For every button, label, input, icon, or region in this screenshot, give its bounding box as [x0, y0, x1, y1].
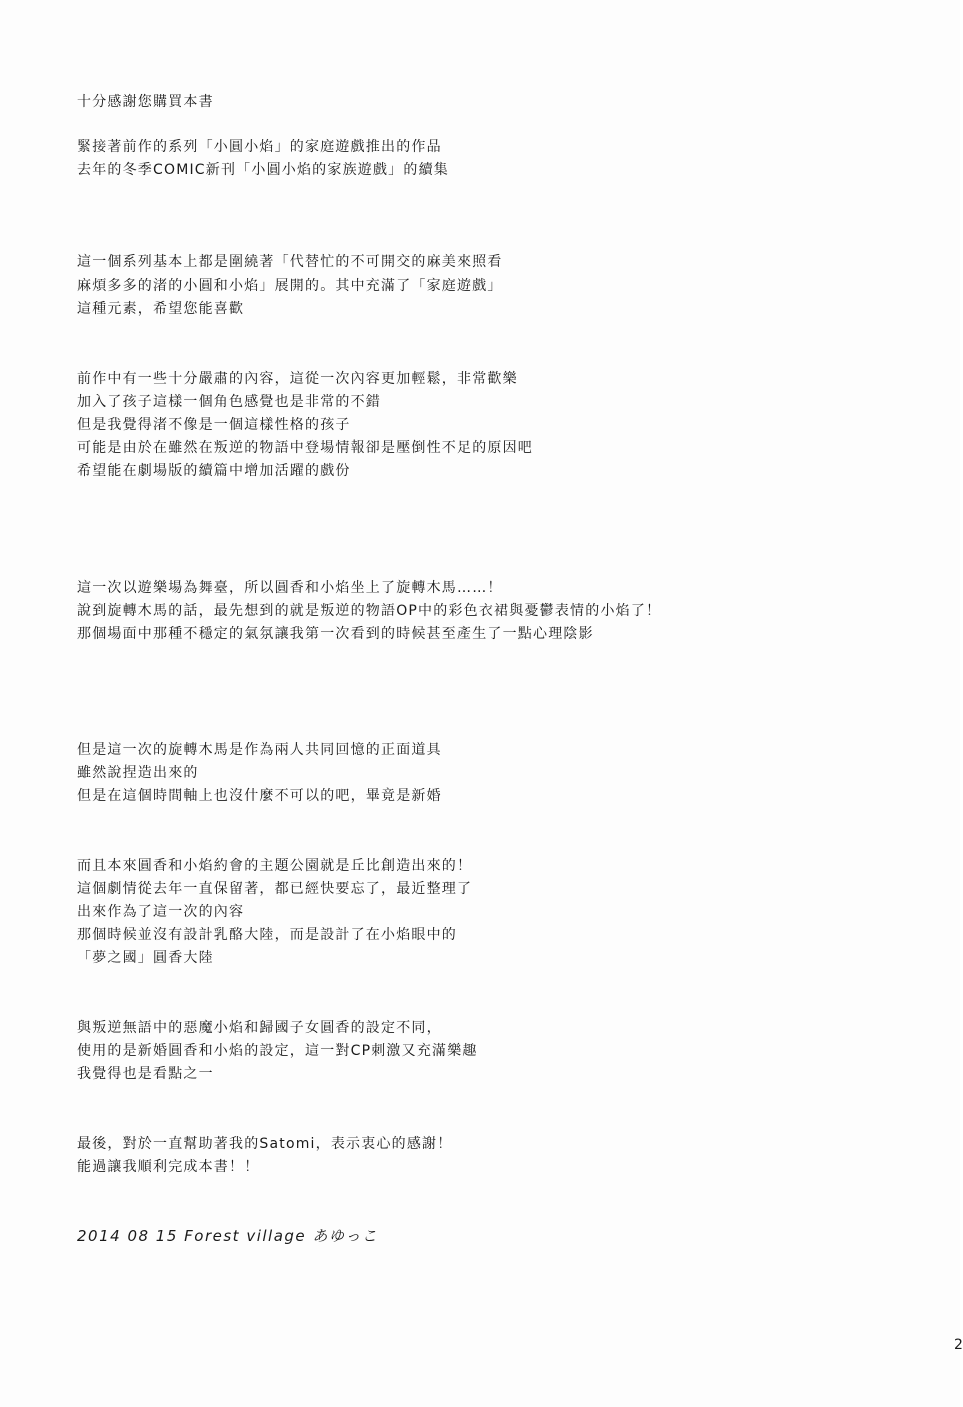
paragraph-3-line-2: 麻煩多多的渚的小圓和小焰」展開的。其中充滿了「家庭遊戲」	[77, 278, 503, 294]
paragraph-5-line-2: 說到旋轉木馬的話，最先想到的就是叛逆的物語OP中的彩色衣裙與憂鬱表情的小焰了！	[77, 603, 662, 619]
paragraph-4-line-3: 但是我覺得渚不像是一個這樣性格的孩子	[77, 417, 351, 433]
paragraph-4-line-2: 加入了孩子這樣一個角色感覺也是非常的不錯	[77, 394, 381, 410]
paragraph-5-line-3: 那個場面中那種不穩定的氣氛讓我第一次看到的時候甚至產生了一點心理陰影	[77, 626, 594, 642]
paragraph-4-line-1: 前作中有一些十分嚴肅的內容，這從一次內容更加輕鬆，非常歡樂	[77, 371, 518, 387]
paragraph-5-line-1: 這一次以遊樂場為舞臺，所以圓香和小焰坐上了旋轉木馬……！	[77, 580, 503, 596]
paragraph-9-line-2: 能過讓我順利完成本書！！	[77, 1159, 260, 1175]
paragraph-7-line-4: 那個時候並沒有設計乳酪大陸，而是設計了在小焰眼中的	[77, 927, 457, 943]
paragraph-8-line-2: 使用的是新婚圓香和小焰的設定，這一對CP刺激又充滿樂趣	[77, 1043, 478, 1059]
paragraph-4-line-4: 可能是由於在雖然在叛逆的物語中登場情報卻是壓倒性不足的原因吧	[77, 440, 533, 456]
paragraph-7-line-5: 「夢之國」圓香大陸	[77, 950, 214, 966]
paragraph-2-line-2: 去年的冬季COMIC新刊「小圓小焰的家族遊戲」的續集	[77, 162, 449, 178]
paragraph-8-line-3: 我覺得也是看點之一	[77, 1066, 214, 1082]
paragraph-4-line-5: 希望能在劇場版的續篇中增加活躍的戲份	[77, 463, 351, 479]
paragraph-6-line-2: 雖然說捏造出來的	[77, 765, 199, 781]
paragraph-3-line-1: 這一個系列基本上都是圍繞著「代替忙的不可開交的麻美來照看	[77, 254, 503, 270]
paragraph-1-line-1: 十分感謝您購買本書	[77, 94, 214, 110]
paragraph-6-line-1: 但是這一次的旋轉木馬是作為兩人共同回憶的正面道具	[77, 742, 442, 758]
signature: 2014 08 15 Forest village あゆっこ	[77, 1227, 379, 1245]
paragraph-9-line-1: 最後，對於一直幫助著我的Satomi，表示衷心的感謝！	[77, 1136, 453, 1152]
paragraph-8-line-1: 與叛逆無語中的惡魔小焰和歸國子女圓香的設定不同，	[77, 1020, 442, 1036]
paragraph-6-line-3: 但是在這個時間軸上也沒什麼不可以的吧，畢竟是新婚	[77, 788, 442, 804]
page-number: 2	[954, 1337, 963, 1353]
paragraph-2-line-1: 緊接著前作的系列「小圓小焰」的家庭遊戲推出的作品	[77, 139, 442, 155]
paragraph-3-line-3: 這種元素，希望您能喜歡	[77, 301, 245, 317]
paragraph-7-line-1: 而且本來圓香和小焰約會的主題公園就是丘比創造出來的！	[77, 858, 473, 874]
paragraph-7-line-3: 出來作為了這一次的內容	[77, 904, 245, 920]
paragraph-7-line-2: 這個劇情從去年一直保留著，都已經快要忘了，最近整理了	[77, 881, 473, 897]
